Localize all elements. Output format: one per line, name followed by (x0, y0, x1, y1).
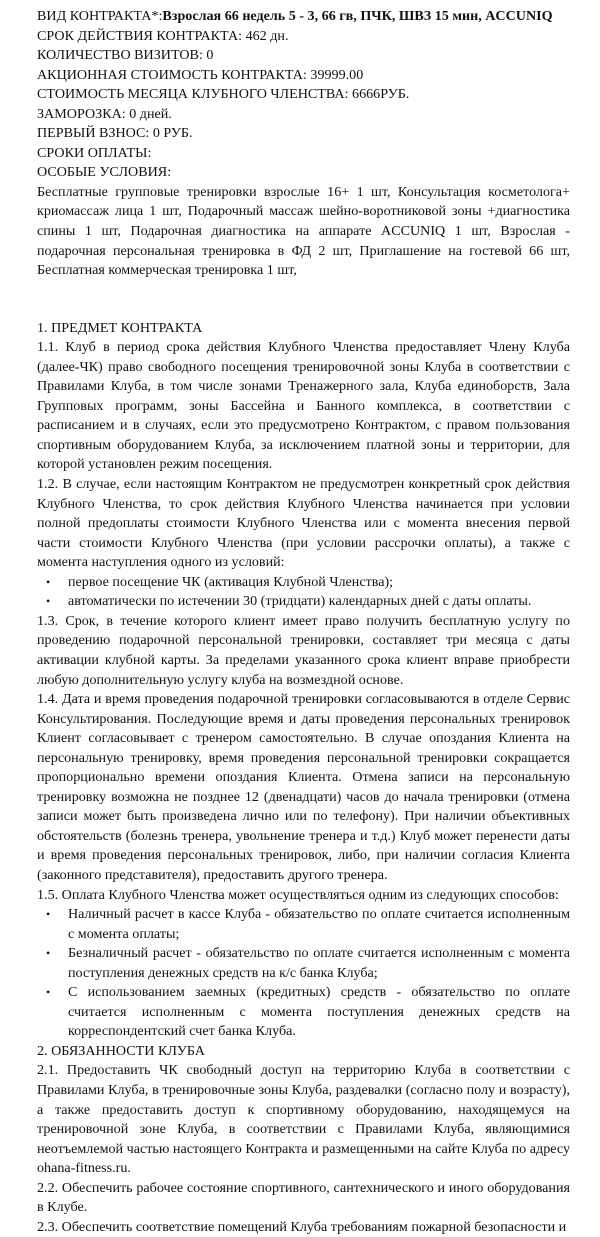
list-item: • Безналичный расчет - обязательство по оплате считается исполненным с момента поступления денежных средств на к/с банка Клуба; (37, 944, 570, 983)
header-field-label: АКЦИОННАЯ СТОИМОСТЬ КОНТРАКТА: (37, 66, 307, 83)
section-spacer (37, 281, 570, 319)
header-field-promo-price (37, 66, 570, 86)
header-field-value: 0 дней. (125, 105, 172, 122)
section-1-title: 1. ПРЕДМЕТ КОНТРАКТА (37, 319, 203, 336)
clause-1-5: 1.5. Оплата Клубного Членства может осуществляться одним из следующих способов: (37, 886, 559, 903)
header-field-label: СРОКИ ОПЛАТЫ: (37, 144, 152, 161)
header-field-first-payment (37, 124, 570, 144)
clause-2-3: 2.3. Обеспечить соответствие помещений Клуба требованиям пожарной безопасности и (37, 1218, 567, 1235)
section-2-title: 2. ОБЯЗАННОСТИ КЛУБА (37, 1042, 205, 1059)
special-conditions-text: Бесплатные групповые тренировки взрослые 16+ 1 шт, Консультация косметолога+ криомассаж лица 1 шт, Подарочный массаж шейно-воротниковой зоны +диагностика спины 1 шт, Подарочная диагностика на аппарате ACCUNIQ 1 шт, Взрослая - подарочная персональная тренировка в ФД 2 шт, Приглашение на гостевой 66 шт, Бесплатная коммерческая тренировка 1 шт, (37, 183, 570, 279)
clause-1-2-bullet-list (37, 573, 570, 612)
header-field-label: ПЕРВЫЙ ВЗНОС: (37, 125, 150, 142)
contract-document (37, 7, 570, 1234)
header-field-contract-duration (37, 27, 570, 47)
header-field-payment-terms (37, 144, 570, 164)
header-field-label: ЗАМОРОЗКА: (37, 105, 126, 122)
header-field-contract-type (37, 7, 570, 27)
header-field-label: ВИД КОНТРАКТА*: (37, 8, 163, 24)
clause-1-4: 1.4. Дата и время проведения подарочной тренировки согласовываются в отделе Сервис Консультирования. Последующие время и даты проведения персональных тренировок Клиент согласовывает с тренером самостоятельно. В случае опоздания Клиента на персональную тренировку, время проведения персональной тренировки сокращается пропорционально времени опоздания Клиента. Отмена записи на персональную тренировку возможна не позднее 12 (двенадцати) часов до начала тренировки (отмена записи может быть произведена лично или по телефону). При наличии объективных обстоятельств (болезнь тренера, увольнение тренера и т.д.) Клуб может перенести даты и время проведения персональных тренировок, либо, при наличии согласия Клиента (законного представителя), предоставить другого тренера. (37, 691, 570, 883)
header-field-value: Взрослая 66 недель 5 - 3, 66 гв, ПЧК, ШВЗ 15 мин, ACCUNIQ (162, 8, 553, 24)
header-field-freeze (37, 105, 570, 125)
list-item: • автоматически по истечении 30 (тридцати) календарных дней с даты оплаты. (37, 592, 570, 612)
clause-2-1: 2.1. Предоставить ЧК свободный доступ на территорию Клуба в соответствии с Правилами Клуба, в тренировочные зоны Клуба, раздевалки (согласно полу и возрасту), а также предоставить доступ к спортивному оборудованию, находящемуся на тренировочной зоне Клуба, в соответствии с Правилами Клуба, являющимися неотъемлемой частью настоящего Контракта и размещенными на сайте Клуба по адресу ohana-fitness.ru. (37, 1062, 570, 1177)
header-field-label: СРОК ДЕЙСТВИЯ КОНТРАКТА: (37, 27, 243, 44)
header-field-value: 39999.00 (306, 66, 364, 83)
header-field-visit-count (37, 46, 570, 66)
clause-1-2: 1.2. В случае, если настоящим Контрактом не предусмотрен конкретный срок действия Клубного Членства, то срок действия Клубного Членства начинается при условии полной предоплаты стоимости Клубного Членства или с момента внесения первой части стоимости Клубного Членства (при условии рассрочки оплаты), а также с момента наступления одного из условий: (37, 476, 570, 571)
header-field-special-conditions (37, 163, 570, 183)
header-field-value: 0 РУБ. (149, 125, 193, 142)
header-field-label: СТОИМОСТЬ МЕСЯЦА КЛУБНОГО ЧЛЕНСТВА: (37, 86, 349, 103)
header-field-value: 6666РУБ. (348, 86, 410, 103)
clause-1-3: 1.3. Срок, в течение которого клиент имеет право получить бесплатную услугу по проведению подарочной персональной тренировки, составляет три месяца с даты активации клубной карты. За пределами указанного срока клиент вправе приобрести любую дополнительную услугу клуба на возмездной основе. (37, 612, 570, 688)
clause-1-1: 1.1. Клуб в период срока действия Клубного Членства предоставляет Члену Клуба (далее-ЧК) право свободного посещения тренировочной зоны Клуба в соответствии с Правилами Клуба, в том числе зонами Тренажерного зала, Клуба единоборств, Зала Групповых программ, зоны Бассейна и Банного комплекса, в соответствии с расписанием и в случаях, если это предусмотрено Контрактом, с правом пользования спортивным оборудованием Клуба, за исключением платной зоны и территории, для которой установлен режим посещения. (37, 339, 570, 473)
header-field-label: КОЛИЧЕСТВО ВИЗИТОВ: (37, 47, 203, 64)
header-field-value: 0 (202, 47, 214, 64)
clause-1-5-bullet-list (37, 905, 570, 1042)
header-field-label: ОСОБЫЕ УСЛОВИЯ: (37, 164, 172, 181)
list-item: • С использованием заемных (кредитных) средств - обязательство по оплате считается исполненным с момента поступления денежных средств на корреспондентский счет банка Клуба. (37, 983, 570, 1042)
list-item: • Наличный расчет в кассе Клуба - обязательство по оплате считается исполненным с момента оплаты; (37, 905, 570, 944)
clause-2-2: 2.2. Обеспечить рабочее состояние спортивного, сантехнического и иного оборудования в Клубе. (37, 1179, 570, 1216)
header-field-value: 462 дн. (242, 27, 289, 44)
clause-2-3-clipped-wrapper (37, 1218, 570, 1234)
header-field-monthly-price (37, 85, 570, 105)
list-item: • первое посещение ЧК (активация Клубной Членства); (37, 573, 570, 593)
